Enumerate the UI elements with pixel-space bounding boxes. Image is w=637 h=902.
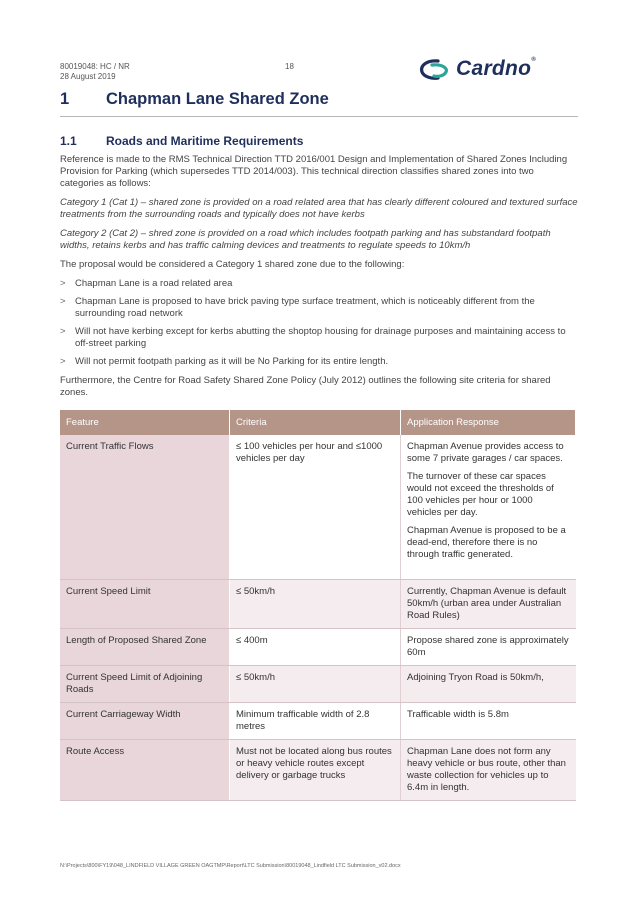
bullet-marker: > [60, 296, 66, 307]
criteria-table [60, 410, 576, 801]
table-row [60, 740, 576, 801]
intro-paragraph: Reference is made to the RMS Technical Direction TTD 2016/001 Design and Implementation of Shared Zones Including Provision for Parking (which supersedes TTD 2014/003). This technical direction classifies shared zones into two categories as follows: [60, 154, 568, 189]
bullet-marker: > [60, 356, 66, 367]
subsection-heading [60, 134, 303, 148]
response-cell: Trafficable width is 5.8m [401, 703, 576, 740]
feature-cell: Current Speed Limit of Adjoining Roads [60, 666, 230, 703]
header-criteria: Criteria [230, 410, 401, 435]
document-reference [60, 62, 130, 82]
criteria-cell: ≤ 50km/h [230, 666, 401, 703]
document-date: 28 August 2019 [60, 72, 116, 81]
feature-cell: Current Traffic Flows [60, 435, 230, 580]
criteria-cell: ≤ 50km/h [230, 580, 401, 629]
table-header-row [60, 410, 576, 435]
page-number: 18 [285, 62, 294, 71]
response-paragraph: Chapman Avenue is proposed to be a dead-end, therefore there is no through traffic generated. [407, 525, 566, 560]
response-cell: Adjoining Tryon Road is 50km/h, [401, 666, 576, 703]
logo-swoosh-icon [418, 57, 454, 83]
list-item-text: Chapman Lane is a road related area [75, 278, 233, 289]
response-cell: Propose shared zone is approximately 60m [401, 629, 576, 666]
cardno-logo [418, 57, 578, 83]
table-row [60, 629, 576, 666]
list-item [60, 356, 578, 368]
logo-wordmark [456, 57, 536, 81]
category-2-paragraph: Category 2 (Cat 2) – shred zone is provided on a road which includes footpath parking and has substandard footpath widths, retains kerbs and has traffic calming devices and treatments to regulate speeds to 10km/h [60, 228, 551, 251]
criteria-cell: Must not be located along bus routes or heavy vehicle routes except delivery or garbage trucks [230, 740, 401, 801]
logo-registered-mark: ® [531, 57, 537, 63]
header-feature: Feature [60, 410, 230, 435]
proposal-paragraph: The proposal would be considered a Category 1 shared zone due to the following: [60, 259, 405, 270]
table-row [60, 435, 576, 580]
body-text [60, 154, 578, 406]
response-cell: Currently, Chapman Avenue is default 50km/h (urban area under Australian Road Rules) [401, 580, 576, 629]
feature-cell: Length of Proposed Shared Zone [60, 629, 230, 666]
criteria-list [60, 278, 578, 368]
list-item [60, 326, 578, 350]
bullet-marker: > [60, 278, 66, 289]
criteria-cell: ≤ 400m [230, 629, 401, 666]
heading-divider [60, 116, 578, 117]
response-paragraph: Chapman Avenue provides access to some 7 private garages / car spaces. [407, 441, 564, 464]
category-1-paragraph: Category 1 (Cat 1) – shared zone is provided on a road related area that has clearly different coloured and textured surface treatments from the surrounding roads and typically does not have kerbs [60, 197, 578, 220]
table-row [60, 580, 576, 629]
list-item-text: Will not have kerbing except for kerbs abutting the shoptop housing for drainage purposes and maintaining access to off-street parking [75, 326, 566, 349]
response-paragraph: The turnover of these car spaces would not exceed the thresholds of 100 vehicles per hour or 1000 vehicles per day. [407, 471, 554, 518]
list-item-text: Will not permit footpath parking as it will be No Parking for its entire length. [75, 356, 389, 367]
criteria-cell: ≤ 100 vehicles per hour and ≤1000 vehicles per day [230, 435, 401, 580]
file-path-footer: N:\Projects\800\FY19\048_LINDFIELD VILLAGE GREEN OAGTMP\Report\LTC Submission\80019048_Lindfield LTC Submission_v02.docx [60, 863, 401, 869]
bullet-marker: > [60, 326, 66, 337]
feature-cell: Route Access [60, 740, 230, 801]
list-item [60, 296, 578, 320]
section-title: Chapman Lane Shared Zone [106, 90, 329, 108]
list-item [60, 278, 578, 290]
feature-cell: Current Speed Limit [60, 580, 230, 629]
subsection-number: 1.1 [60, 134, 77, 148]
criteria-cell: Minimum trafficable width of 2.8 metres [230, 703, 401, 740]
table-row [60, 703, 576, 740]
job-number: 80019048: HC / NR [60, 62, 130, 71]
response-cell [401, 435, 576, 580]
subsection-title: Roads and Maritime Requirements [106, 134, 304, 148]
logo-text: Cardno [456, 57, 532, 80]
section-heading [60, 90, 329, 109]
section-number: 1 [60, 90, 70, 108]
table-row [60, 666, 576, 703]
feature-cell: Current Carriageway Width [60, 703, 230, 740]
response-cell: Chapman Lane does not form any heavy vehicle or bus route, other than waste collection for vehicles up to 6.4m in length. [401, 740, 576, 801]
list-item-text: Chapman Lane is proposed to have brick paving type surface treatment, which is noticeably different from the surrounding road network [75, 296, 535, 319]
furthermore-paragraph: Furthermore, the Centre for Road Safety Shared Zone Policy (July 2012) outlines the following site criteria for shared zones. [60, 375, 551, 398]
header-application-response: Application Response [401, 410, 576, 435]
